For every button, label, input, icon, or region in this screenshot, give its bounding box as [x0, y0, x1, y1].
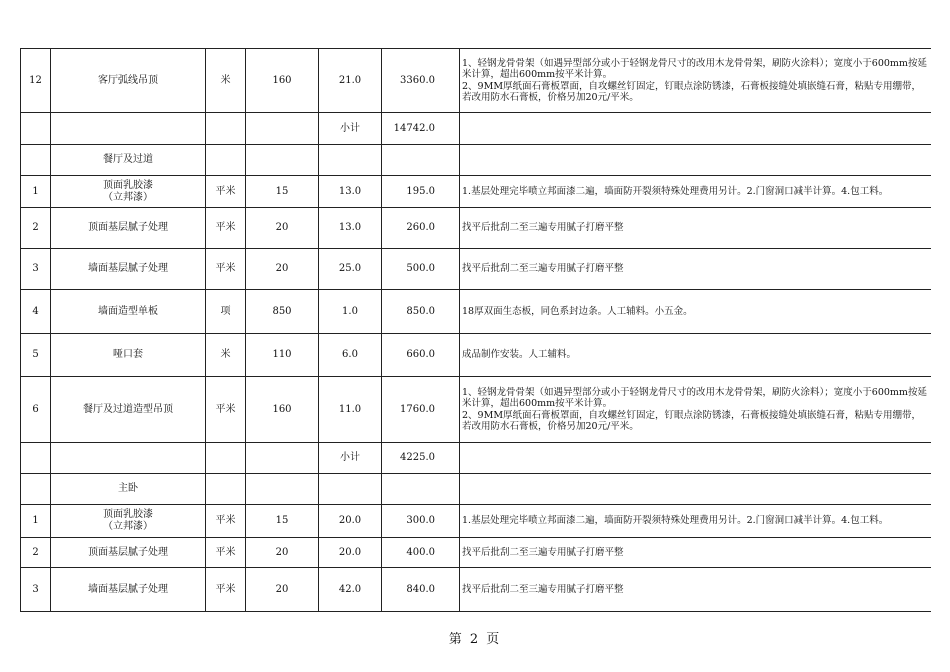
unit-price-cell: 21.0	[319, 49, 382, 113]
unit-cell	[206, 443, 246, 474]
total-cell: 840.0	[382, 568, 460, 612]
table-row	[21, 568, 931, 612]
section-title: 主卧	[51, 474, 206, 505]
total-cell: 1760.0	[382, 377, 460, 443]
description-cell: 1、轻钢龙骨骨架（如遇异型部分或小于轻钢龙骨尺寸的改用木龙骨骨架，刷防火涂料）；宽度小于600mm按延米计算，超出600mm按平米计算。 2、9MM厚纸面石膏板罩面，自攻螺丝钉固定，钉眼点涂防锈漆，石膏板接缝处填嵌缝石膏，粘贴专用绷带，若改用防水石膏板，价格另加20元/平米。	[460, 49, 931, 113]
row-number: 2	[21, 538, 51, 568]
total-cell: 850.0	[382, 290, 460, 334]
table-row	[21, 334, 931, 377]
unit-cell	[206, 113, 246, 145]
row-number: 4	[21, 290, 51, 334]
table-row	[21, 290, 931, 334]
row-number: 3	[21, 249, 51, 290]
section-header-row	[21, 474, 931, 505]
row-number: 6	[21, 377, 51, 443]
unit-price-cell: 13.0	[319, 176, 382, 208]
item-name: 顶面乳胶漆 （立邦漆）	[51, 505, 206, 538]
item-name: 墙面基层腻子处理	[51, 249, 206, 290]
description-cell: 找平后批刮二至三遍专用腻子打磨平整	[460, 249, 931, 290]
item-name: 墙面造型单板	[51, 290, 206, 334]
quantity-cell: 20	[246, 208, 319, 249]
table-row	[21, 377, 931, 443]
row-number: 5	[21, 334, 51, 377]
subtotal-value: 4225.0	[382, 443, 460, 474]
item-name	[51, 443, 206, 474]
description-cell	[460, 443, 931, 474]
row-number	[21, 443, 51, 474]
quantity-cell: 20	[246, 249, 319, 290]
unit-price-cell: 20.0	[319, 538, 382, 568]
unit-cell: 平米	[206, 505, 246, 538]
unit-price-cell: 42.0	[319, 568, 382, 612]
table-row	[21, 176, 931, 208]
table-row	[21, 505, 931, 538]
description-cell: 找平后批刮二至三遍专用腻子打磨平整	[460, 568, 931, 612]
page-number: 第 2 页	[448, 632, 502, 647]
quantity-cell: 160	[246, 377, 319, 443]
section-header-row	[21, 145, 931, 176]
quantity-cell: 20	[246, 568, 319, 612]
description-cell: 18厚双面生态板，同色系封边条。人工辅料。小五金。	[460, 290, 931, 334]
total-cell: 500.0	[382, 249, 460, 290]
table-row	[21, 249, 931, 290]
row-number: 12	[21, 49, 51, 113]
description-cell: 成品制作安装。人工辅料。	[460, 334, 931, 377]
unit-price-cell: 6.0	[319, 334, 382, 377]
description-cell: 找平后批刮二至三遍专用腻子打磨平整	[460, 538, 931, 568]
total-cell: 195.0	[382, 176, 460, 208]
item-name	[51, 113, 206, 145]
item-name: 顶面基层腻子处理	[51, 538, 206, 568]
quantity-cell	[246, 113, 319, 145]
quotation-table	[20, 48, 931, 612]
total-cell	[382, 474, 460, 505]
description-cell: 找平后批刮二至三遍专用腻子打磨平整	[460, 208, 931, 249]
total-cell: 260.0	[382, 208, 460, 249]
description-cell	[460, 145, 931, 176]
unit-cell: 平米	[206, 377, 246, 443]
unit-price-cell: 20.0	[319, 505, 382, 538]
unit-cell: 米	[206, 49, 246, 113]
total-cell: 400.0	[382, 538, 460, 568]
quantity-cell	[246, 145, 319, 176]
item-name: 餐厅及过道造型吊顶	[51, 377, 206, 443]
unit-price-cell: 25.0	[319, 249, 382, 290]
row-number: 1	[21, 176, 51, 208]
description-cell	[460, 474, 931, 505]
total-cell: 660.0	[382, 334, 460, 377]
unit-cell	[206, 145, 246, 176]
item-name: 客厅弧线吊顶	[51, 49, 206, 113]
row-number	[21, 113, 51, 145]
total-cell	[382, 145, 460, 176]
item-name: 顶面乳胶漆 （立邦漆）	[51, 176, 206, 208]
table-row	[21, 208, 931, 249]
quantity-cell	[246, 474, 319, 505]
total-cell: 3360.0	[382, 49, 460, 113]
description-cell: 1.基层处理完毕喷立邦面漆二遍，墙面防开裂须特殊处理费用另计。2.门窗洞口减半计算。4.包工料。	[460, 176, 931, 208]
unit-cell: 项	[206, 290, 246, 334]
item-name: 哑口套	[51, 334, 206, 377]
quantity-cell	[246, 443, 319, 474]
subtotal-label: 小计	[319, 113, 382, 145]
unit-cell: 米	[206, 334, 246, 377]
quantity-cell: 850	[246, 290, 319, 334]
unit-cell: 平米	[206, 176, 246, 208]
item-name: 顶面基层腻子处理	[51, 208, 206, 249]
table-row	[21, 538, 931, 568]
quantity-cell: 15	[246, 176, 319, 208]
unit-price-cell	[319, 474, 382, 505]
subtotal-row	[21, 113, 931, 145]
subtotal-value: 14742.0	[382, 113, 460, 145]
description-cell: 1、轻钢龙骨骨架（如遇异型部分或小于轻钢龙骨尺寸的改用木龙骨骨架，刷防火涂料）；宽度小于600mm按延米计算，超出600mm按平米计算。 2、9MM厚纸面石膏板罩面，自攻螺丝钉固定，钉眼点涂防锈漆，石膏板接缝处填嵌缝石膏，粘贴专用绷带，若改用防水石膏板，价格另加20元/平米。	[460, 377, 931, 443]
row-number: 3	[21, 568, 51, 612]
unit-cell: 平米	[206, 538, 246, 568]
unit-cell: 平米	[206, 249, 246, 290]
unit-price-cell: 11.0	[319, 377, 382, 443]
row-number	[21, 474, 51, 505]
unit-price-cell: 13.0	[319, 208, 382, 249]
total-cell: 300.0	[382, 505, 460, 538]
subtotal-label: 小计	[319, 443, 382, 474]
row-number: 1	[21, 505, 51, 538]
quantity-cell: 15	[246, 505, 319, 538]
row-number	[21, 145, 51, 176]
description-cell: 1.基层处理完毕喷立邦面漆二遍，墙面防开裂须特殊处理费用另计。2.门窗洞口减半计算。4.包工料。	[460, 505, 931, 538]
quantity-cell: 20	[246, 538, 319, 568]
unit-cell: 平米	[206, 208, 246, 249]
item-name: 墙面基层腻子处理	[51, 568, 206, 612]
quantity-cell: 110	[246, 334, 319, 377]
table-row	[21, 49, 931, 113]
row-number: 2	[21, 208, 51, 249]
description-cell	[460, 113, 931, 145]
subtotal-row	[21, 443, 931, 474]
unit-cell: 平米	[206, 568, 246, 612]
section-title: 餐厅及过道	[51, 145, 206, 176]
unit-price-cell: 1.0	[319, 290, 382, 334]
quantity-cell: 160	[246, 49, 319, 113]
unit-cell	[206, 474, 246, 505]
unit-price-cell	[319, 145, 382, 176]
